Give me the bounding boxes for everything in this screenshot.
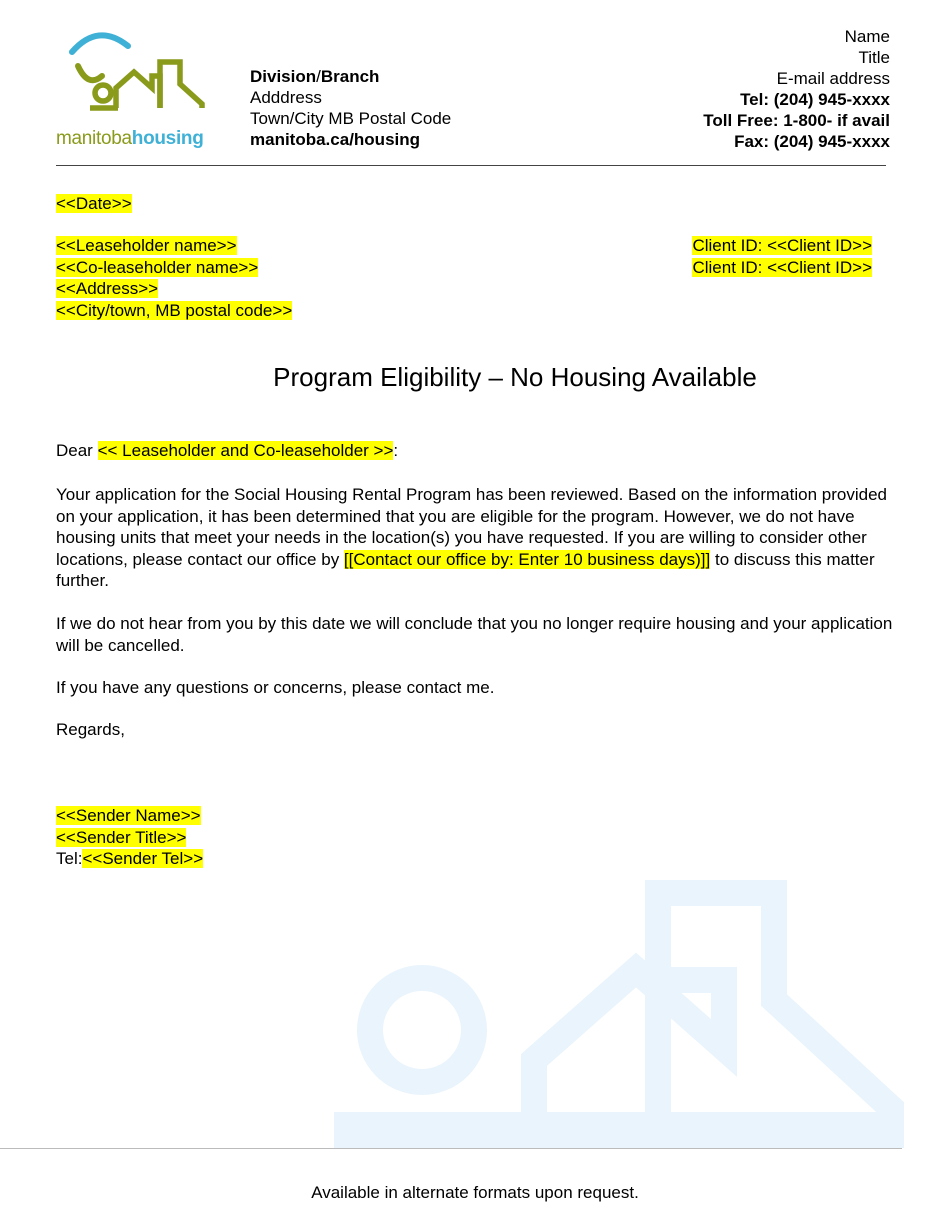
letter-title: Program Eligibility – No Housing Available [273,362,757,392]
sender-title: <<Sender Title>> [56,827,187,847]
body-paragraph-1: Your application for the Social Housing Rental Program has been reviewed. Based on the information provided on your application, it has been determined that you are eligible for the program. However, we do not have housing units that meet your needs in the location(s) you have requested. If you are willing to consider other locations, please contact our office by [[Contact our office by: Enter 10 business days)]] to discuss this matter further. [56,485,887,591]
division-city: Town/City MB Postal Code [250,109,452,128]
recipient-city: <<City/town, MB postal code>> [56,300,293,320]
client-id-block [692,235,872,278]
division-address-block [250,66,451,150]
recipient-co-leaseholder: <<Co-leaseholder name>> [56,257,259,277]
division-website: manitoba.ca/housing [250,130,421,149]
letter-date: <<Date>> [56,194,132,213]
greeting: Dear << Leaseholder and Co-leaseholder >>: [56,441,399,460]
contact-title: Title [858,48,890,67]
body-paragraph-2: If we do not hear from you by this date we will conclude that you no longer require housing and your application will be cancelled. [56,614,893,655]
contact-fax: Fax: (204) 945-xxxx [734,132,890,151]
division-branch: Division/Branch [250,67,380,86]
contact-toll-free: Toll Free: 1-800- if avail [703,111,890,130]
contact-deadline-placeholder: [[Contact our office by: Enter 10 business days)]] [343,549,711,569]
client-id: Client ID: <<Client ID>> [692,257,872,277]
contact-email: E-mail address [776,69,890,88]
sender-block [56,805,203,870]
sender-name: <<Sender Name>> [56,806,201,825]
footer-note: Available in alternate formats upon request. [311,1183,639,1202]
contact-name: Name [844,27,890,46]
header-divider [56,165,886,166]
contact-block [703,26,890,152]
client-id: Client ID: <<Client ID>> [692,236,872,255]
greeting-name: << Leaseholder and Co-leaseholder >> [97,441,394,460]
watermark-logo-icon [334,880,904,1148]
logo-wordmark: manitobahousing [56,128,204,149]
closing: Regards, [56,720,125,739]
recipient-street: <<Address>> [56,279,159,299]
recipient-leaseholder: <<Leaseholder name>> [56,236,237,255]
contact-tel: Tel: (204) 945-xxxx [740,90,890,109]
footer-divider [0,1148,902,1149]
recipient-address [56,235,292,321]
logo-house-icon [56,28,206,128]
body-paragraph-3: If you have any questions or concerns, please contact me. [56,678,495,697]
manitoba-housing-logo [56,28,206,154]
division-address: Adddress [250,88,322,107]
sender-tel: Tel:<<Sender Tel>> [56,849,204,869]
